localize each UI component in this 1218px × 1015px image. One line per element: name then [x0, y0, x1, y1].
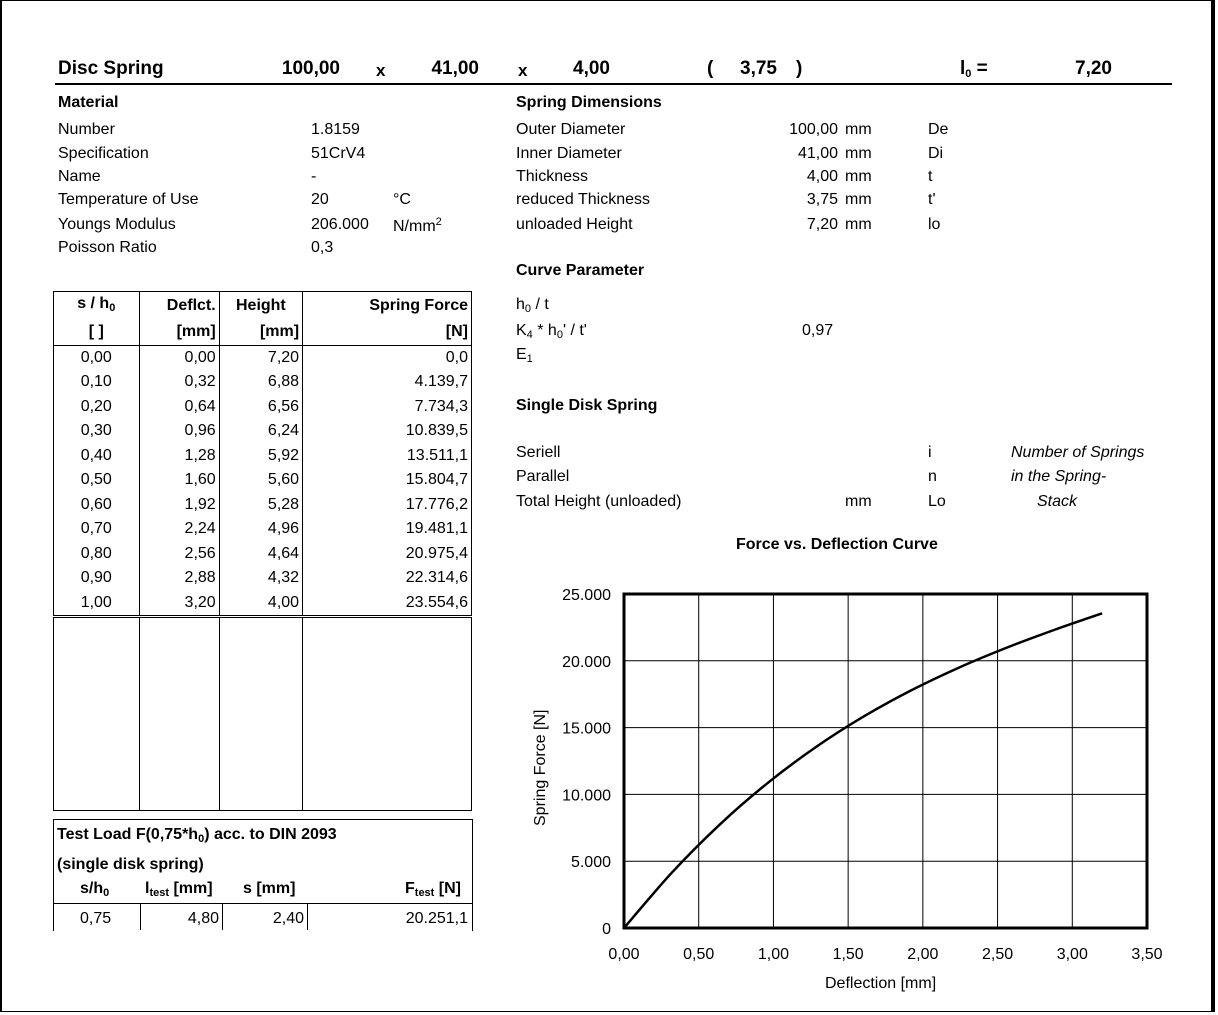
dimension-unit: mm	[845, 216, 872, 233]
material-value: -	[311, 168, 317, 185]
test-col-ftest: $F_{test}$ [N]	[405, 880, 461, 899]
single-disk-symbol: Lo	[928, 493, 946, 510]
dimension-label: unloaded Height	[516, 216, 633, 233]
dimension-symbol: De	[928, 121, 949, 138]
x-tick-label: 3,50	[1131, 946, 1163, 963]
table-cell: 3,20	[139, 591, 219, 616]
col-s-h0-unit: [ ]	[54, 320, 140, 345]
dimension-value: 100,00	[789, 121, 838, 138]
header-l0-value: 7,20	[1075, 58, 1112, 79]
table-cell: 5,28	[219, 493, 302, 518]
single-disk-label: Parallel	[516, 468, 570, 485]
material-value: 206.000	[311, 216, 369, 233]
single-disk-note: Number of Springs	[1011, 444, 1145, 461]
material-title: Material	[58, 94, 119, 111]
table-cell: 0,50	[54, 468, 140, 493]
table-cell: 4.139,7	[303, 370, 472, 395]
h0-t-label: $h_0$ / t	[516, 296, 549, 315]
material-value: 0,3	[311, 239, 334, 256]
table-cell: 10.839,5	[303, 419, 472, 444]
y-tick-label: 25.000	[562, 587, 611, 604]
k4-label: $K_4 * h_0'$ / t'	[516, 322, 587, 341]
table-cell: 4,64	[219, 542, 302, 567]
table-cell: 0,64	[139, 395, 219, 420]
single-disk-symbol: i	[928, 444, 932, 461]
single-disk-symbol: n	[928, 468, 937, 485]
dimension-value: 41,00	[797, 145, 838, 162]
x-tick-label: 1,50	[832, 946, 864, 963]
col-spring-force: Spring Force	[303, 292, 472, 321]
table-cell: 2,24	[139, 517, 219, 542]
x-tick-label: 1,00	[757, 946, 789, 963]
table-cell: 13.511,1	[303, 444, 472, 469]
col-s-h0: s / $h_0$	[54, 292, 140, 321]
dimension-unit: mm	[845, 145, 872, 162]
chart-title: Force vs. Deflection Curve	[736, 536, 938, 553]
table-cell: 0,32	[139, 370, 219, 395]
material-unit: $N/mm^2$	[393, 216, 442, 235]
header-paren-open: (	[707, 58, 714, 79]
col-deflection-unit: [mm]	[139, 320, 219, 345]
chart-xlabel: Deflection [mm]	[825, 975, 937, 992]
material-label: Youngs Modulus	[58, 216, 176, 233]
table-cell: 0,96	[139, 419, 219, 444]
table-cell: 0,80	[54, 542, 140, 567]
table-cell: 2,88	[139, 566, 219, 591]
table-cell: 0,30	[54, 419, 140, 444]
table-cell: 0,0	[303, 345, 472, 370]
dimension-value: 4,00	[806, 168, 838, 185]
single-disk-label: Seriell	[516, 444, 561, 461]
material-label: Number	[58, 121, 115, 138]
dimension-label: Thickness	[516, 168, 589, 185]
table-cell: 0,70	[54, 517, 140, 542]
table-cell: 4,96	[219, 517, 302, 542]
table-cell: 20.975,4	[303, 542, 472, 567]
table-cell: 0,10	[54, 370, 140, 395]
table-cell: 6,88	[219, 370, 302, 395]
header-inner: 41,00	[431, 58, 479, 79]
test-value-ltest: 4,80	[187, 910, 219, 927]
x-tick-label: 2,50	[982, 946, 1014, 963]
x-tick-label: 0,50	[683, 946, 715, 963]
test-value-ftest: 20.251,1	[405, 910, 468, 927]
table-cell: 23.554,6	[303, 591, 472, 616]
test-value-s-h0: 0,75	[80, 910, 112, 927]
table-cell: 4,00	[219, 591, 302, 616]
material-unit: °C	[393, 191, 411, 208]
header-x1: x	[376, 61, 386, 80]
dimension-value: 7,20	[806, 216, 838, 233]
test-value-s: 2,40	[272, 910, 304, 927]
table-cell: 0,20	[54, 395, 140, 420]
e1-label: $E_1$	[516, 346, 533, 365]
table-cell: 6,24	[219, 419, 302, 444]
y-tick-label: 5.000	[570, 854, 611, 872]
table-cell: 0,00	[139, 345, 219, 370]
single-disk-note: Stack	[1037, 493, 1078, 510]
dimensions-title: Spring Dimensions	[516, 94, 662, 111]
header-paren-close: )	[796, 58, 803, 79]
test-col-s: s [mm]	[243, 880, 296, 897]
table-cell: 0,40	[54, 444, 140, 469]
test-col-s-h0: $s/h_0$	[80, 880, 110, 899]
material-label: Poisson Ratio	[58, 239, 157, 256]
dimension-unit: mm	[845, 168, 872, 185]
table-cell: 17.776,2	[303, 493, 472, 518]
dimension-symbol: lo	[928, 216, 941, 233]
table-cell: 1,92	[139, 493, 219, 518]
table-cell: 0,60	[54, 493, 140, 518]
material-label: Name	[58, 168, 101, 185]
material-label: Specification	[58, 145, 149, 162]
single-disk-unit: mm	[845, 493, 872, 510]
table-cell: 7,20	[219, 345, 302, 370]
y-tick-label: 20.000	[562, 653, 611, 671]
y-tick-label: 10.000	[562, 787, 611, 805]
table-cell: 7.734,3	[303, 395, 472, 420]
material-value: 51CrV4	[311, 145, 366, 162]
test-col-ltest: $l_{test}$ [mm]	[145, 880, 213, 899]
single-disk-title: Single Disk Spring	[516, 397, 658, 414]
table-cell: 1,60	[139, 468, 219, 493]
col-height-unit: [mm]	[219, 320, 302, 345]
chart-ylabel: Spring Force [N]	[532, 709, 549, 826]
header-reduced: 3,75	[740, 58, 777, 79]
table-cell: 6,56	[219, 395, 302, 420]
table-cell: 1,28	[139, 444, 219, 469]
table-cell: 4,32	[219, 566, 302, 591]
table-cell: 0,00	[54, 345, 140, 370]
col-spring-force-unit: [N]	[303, 320, 472, 345]
test-load-subtitle: (single disk spring)	[57, 856, 204, 873]
header-title: Disc Spring	[58, 58, 164, 79]
dimension-symbol: t'	[928, 191, 936, 208]
table-cell: 1,00	[54, 591, 140, 616]
test-load-title: Test Load $F(0,75*h_0)$ acc. to DIN 2093	[57, 826, 337, 845]
x-tick-label: 0,00	[608, 946, 640, 963]
header-outer: 100,00	[281, 58, 340, 79]
table-cell: 5,92	[219, 444, 302, 469]
header-l0-label: $l_0$ =	[960, 58, 988, 80]
table-cell: 22.314,6	[303, 566, 472, 591]
table-cell: 19.481,1	[303, 517, 472, 542]
dimension-symbol: Di	[928, 145, 944, 162]
dimension-symbol: t	[928, 168, 933, 185]
x-tick-label: 3,00	[1056, 946, 1088, 963]
material-label: Temperature of Use	[58, 191, 199, 208]
single-disk-label: Total Height (unloaded)	[516, 493, 682, 510]
dimension-label: reduced Thickness	[516, 191, 650, 208]
dimension-value: 3,75	[806, 191, 838, 208]
header-x2: x	[518, 61, 528, 80]
x-tick-label: 2,00	[907, 946, 939, 963]
y-tick-label: 15.000	[562, 720, 611, 738]
y-tick-label: 0	[602, 921, 611, 938]
dimension-unit: mm	[845, 121, 872, 138]
col-height: Height	[219, 292, 302, 321]
material-value: 1.8159	[311, 121, 360, 138]
curve-parameter-title: Curve Parameter	[516, 262, 645, 279]
dimension-unit: mm	[845, 191, 872, 208]
col-deflection: Deflct.	[139, 292, 219, 321]
table-cell: 0,90	[54, 566, 140, 591]
k4-value: 0,97	[802, 322, 834, 339]
dimension-label: Inner Diameter	[516, 145, 622, 162]
single-disk-note: in the Spring-	[1011, 468, 1107, 485]
table-cell: 2,56	[139, 542, 219, 567]
table-cell: 15.804,7	[303, 468, 472, 493]
plot-area-border	[624, 594, 1147, 928]
material-value: 20	[311, 191, 329, 208]
table-cell: 5,60	[219, 468, 302, 493]
dimension-label: Outer Diameter	[516, 121, 626, 138]
header-thickness: 4,00	[573, 58, 610, 79]
